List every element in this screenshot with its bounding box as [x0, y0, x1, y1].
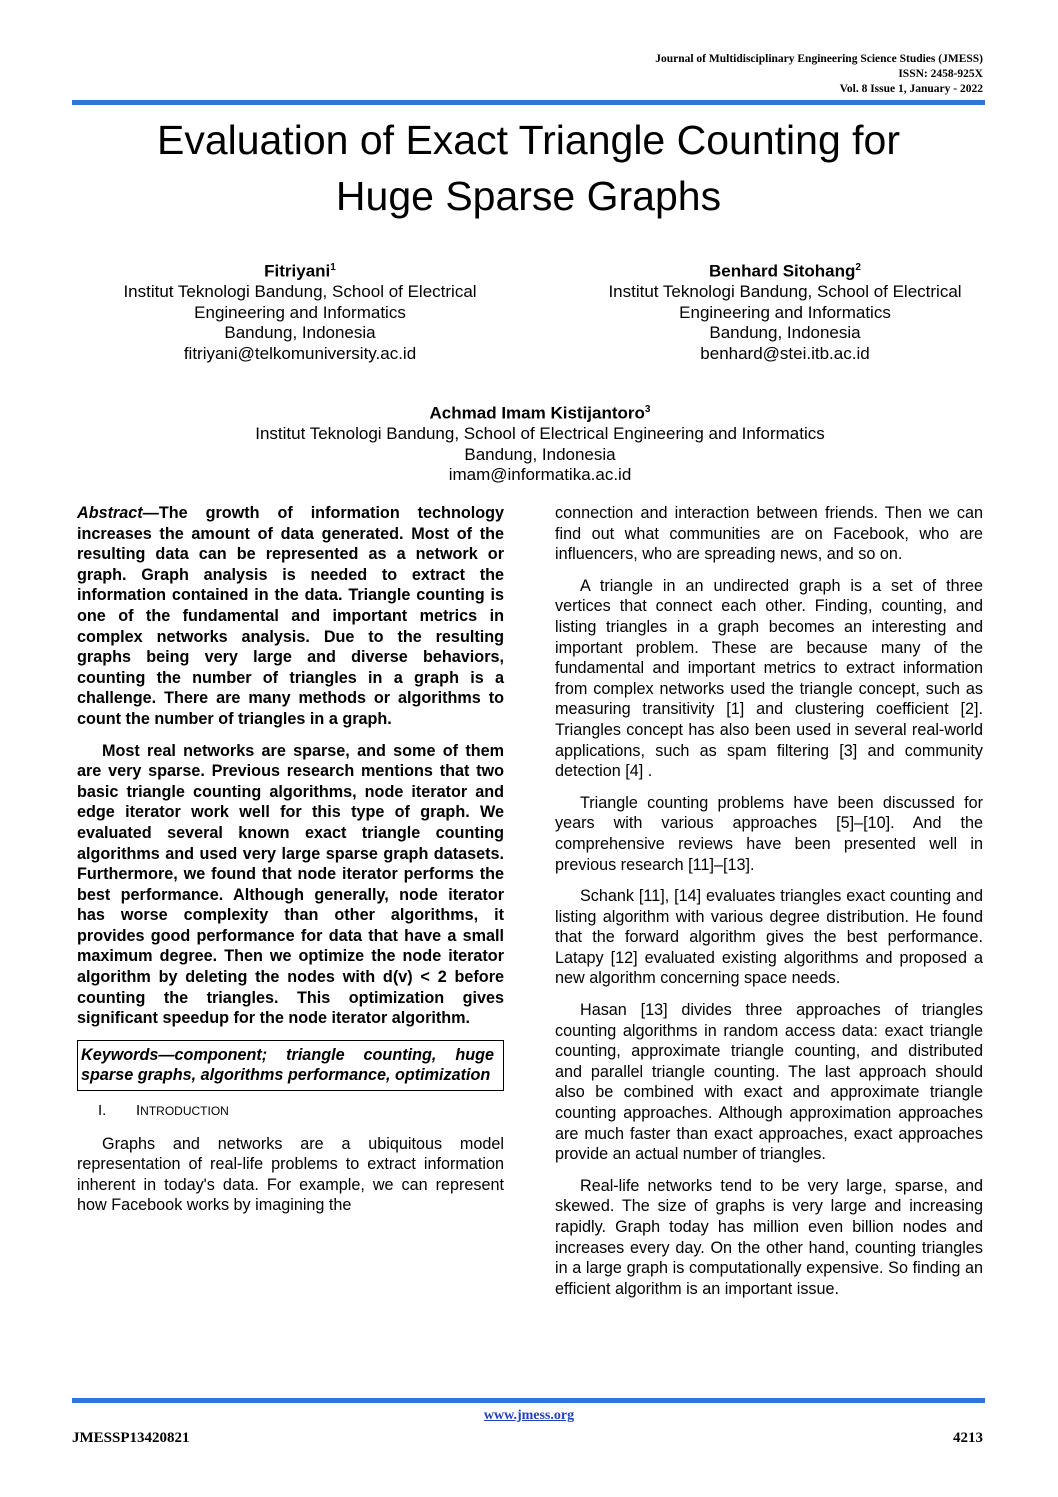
body-paragraph: Schank [11], [14] evaluates triangles exact counting and listing algorithm with various degree distribution. He found that the forward algorithm gives the best performance. Latapy [12] evaluated existing algorithms and proposed a new algorithm concerning space needs.	[555, 887, 983, 988]
body-paragraph: Triangle counting problems have been discussed for years with various approaches [5]–[10]. And the comprehensive reviews have been presented well in previous research [11]–[13].	[555, 793, 983, 874]
paper-title	[72, 112, 985, 224]
author-block-3	[140, 400, 940, 486]
author-email[interactable]: fitriyani@telkomuniversity.ac.id	[183, 343, 417, 363]
title-line-2: Huge Sparse Graphs	[335, 173, 722, 219]
author-affiliation: Engineering and Informatics	[194, 302, 406, 322]
abstract-label: Abstract	[77, 504, 143, 522]
left-column	[77, 503, 504, 1227]
author-name: Achmad Imam Kistijantoro$^3$	[429, 403, 651, 423]
author-block-1	[95, 258, 505, 364]
abstract-paragraph: Most real networks are sparse, and some of them are very sparse. Previous research mentions that two basic triangle counting algorithms, node iterator and edge iterator work well for this type of graph. We evaluated several known exact triangle counting algorithms and used very large sparse graph datasets. Furthermore, we found that node iterator performs the best performance. Although generally, node iterator has worse complexity than other algorithms, it provides good performance for data that have a small maximum degree. Then we optimize the node iterator algorithm by deleting the nodes with d(v) < 2 before counting the triangles. This optimization gives significant speedup for the node iterator algorithm.	[77, 741, 504, 1028]
body-paragraph: connection and interaction between friends. Then we can find out what communities are on Facebook, who are influencers, who are spreading news, and so on.	[555, 504, 983, 564]
author-affiliation: Engineering and Informatics	[679, 302, 891, 322]
body-paragraph: A triangle in an undirected graph is a set of three vertices that connect each other. Finding, counting, and listing triangles in a graph becomes an interesting and important problem. These are because many of the fundamental and important metrics to extract information from complex networks used the triangle concept, such as measuring transitivity [1] and clustering coefficient [2]. Triangles concept has also been used in several real-world applications, such as spam filtering [3] and community detection [4] .	[555, 576, 983, 781]
author-city: Bandung, Indonesia	[464, 444, 616, 464]
journal-issn: ISSN: 2458-925X	[898, 68, 983, 80]
abstract-paragraph: Abstract—The growth of information technology increases the amount of data generated. Most of the resulting data can be represented as a network or graph. Graph analysis is needed to extract the information contained in the data. Triangle counting is one of the fundamental and important metrics in complex networks analysis. Due to the resulting graphs being very large and diverse behaviors, counting the number of triangles in a graph is a challenge. There are many methods or algorithms to count the number of triangles in a graph.	[77, 504, 504, 728]
intro-paragraph: Graphs and networks are a ubiquitous model representation of real-life problems to extract information inherent in today's data. For example, we can represent how Facebook works by imagining the	[77, 1134, 504, 1215]
author-city: Bandung, Indonesia	[224, 323, 376, 343]
right-column	[555, 503, 983, 1310]
body-paragraph: Real-life networks tend to be very large, sparse, and skewed. The size of graphs is very large and increasing rapidly. Graph today has million even billion nodes and increases every day. On the other hand, counting triangles in a large graph is computationally expensive. So finding an efficient algorithm is an important issue.	[555, 1176, 983, 1298]
author-city: Bandung, Indonesia	[709, 323, 861, 343]
journal-volume: Vol. 8 Issue 1, January - 2022	[839, 83, 983, 95]
author-affiliation: Institut Teknologi Bandung, School of Electrical	[123, 282, 477, 302]
author-affiliation: Institut Teknologi Bandung, School of Electrical Engineering and Informatics	[255, 424, 825, 444]
author-email[interactable]: benhard@stei.itb.ac.id	[700, 343, 870, 363]
footer-page-number: 4213	[953, 1430, 983, 1446]
header-rule	[72, 100, 985, 105]
footer-rule	[72, 1398, 985, 1403]
author-email[interactable]: imam@informatika.ac.id	[448, 465, 632, 485]
author-name: Fitriyani$^1$	[264, 261, 336, 281]
journal-name: Journal of Multidisciplinary Engineering Science Studies (JMESS)	[655, 53, 983, 65]
body-paragraph: Hasan [13] divides three approaches of triangles counting algorithms in random access data: exact triangle counting, approximate triangle counting, and distributed and parallel triangle counting. The last approach should also be combined with exact and approximate triangle counting approaches. Although approximation approaches are much faster than exact approaches, exact approaches provide an actual number of triangles.	[555, 1001, 983, 1164]
keywords-box: Keywords—component; triangle counting, huge sparse graphs, algorithms performance, optimization	[77, 1040, 504, 1091]
title-line-1: Evaluation of Exact Triangle Counting for	[157, 117, 900, 163]
journal-header	[655, 52, 983, 97]
footer-url-link[interactable]: www.jmess.org	[483, 1408, 575, 1423]
author-affiliation: Institut Teknologi Bandung, School of Electrical	[608, 282, 962, 302]
section-heading-introduction: I. INTRODUCTION	[98, 1102, 229, 1120]
footer-paper-id: JMESSP13420821	[72, 1430, 190, 1446]
author-block-2	[570, 258, 1000, 364]
author-name: Benhard Sitohang$^2$	[709, 261, 861, 281]
